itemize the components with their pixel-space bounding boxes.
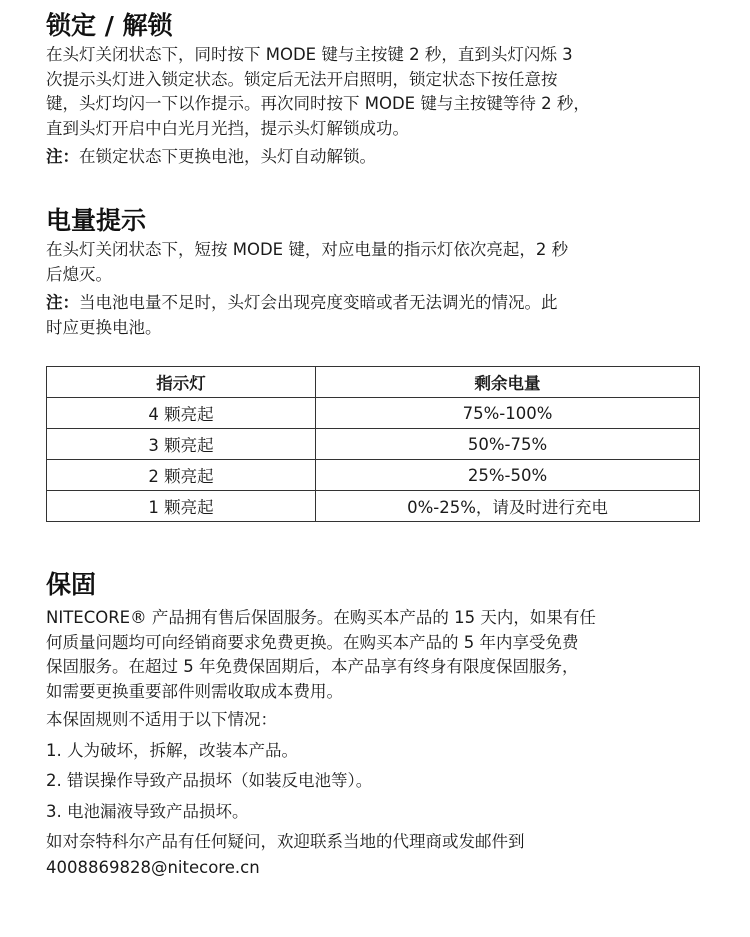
warranty-title: 保固 — [46, 570, 97, 599]
power-note-line-1 — [46, 291, 708, 316]
table-cell: 2 颗亮起 — [47, 460, 316, 491]
table-header-remaining: 剩余电量 — [316, 367, 700, 398]
table-cell: 75%-100% — [316, 398, 700, 429]
warranty-section — [46, 569, 708, 883]
lock-note — [46, 145, 708, 170]
power-line-2: 后熄灭。 — [46, 264, 112, 284]
table-cell: 25%-50% — [316, 460, 700, 491]
contact-email: 4008869828@nitecore.cn — [46, 857, 260, 877]
list-item: 3. 电池漏液导致产品损坏。 — [46, 801, 249, 821]
lock-line-4: 直到头灯开启中白光月光挡，提示头灯解锁成功。 — [46, 118, 409, 138]
table-cell: 3 颗亮起 — [47, 429, 316, 460]
power-note-text-1: 当电池电量不足时，头灯会出现亮度变暗或者无法调光的情况。此 — [79, 293, 558, 312]
table-cell: 1 颗亮起 — [47, 491, 316, 522]
exclusions-intro: 本保固规则不适用于以下情况： — [46, 710, 277, 729]
table-row — [47, 429, 700, 460]
power-section — [46, 205, 708, 340]
lock-title: 锁定 / 解锁 — [46, 11, 173, 40]
table-row — [47, 398, 700, 429]
lock-note-label: 注： — [46, 147, 79, 166]
lock-note-text: 在锁定状态下更换电池，头灯自动解锁。 — [79, 147, 376, 166]
table-header-indicator: 指示灯 — [47, 367, 316, 398]
contact-line: 如对奈特科尔产品有任何疑问，欢迎联系当地的代理商或发邮件到 — [46, 832, 525, 851]
table-cell: 0%-25%，请及时进行充电 — [316, 491, 700, 522]
table-header-row — [47, 367, 700, 398]
lock-line-3: 键，头灯均闪一下以作提示。再次同时按下 MODE 键与主按键等待 2 秒， — [46, 94, 590, 113]
warranty-line-1: NITECORE® 产品拥有售后保固服务。在购买本产品的 15 天内，如果有任 — [46, 608, 596, 627]
power-note-line-2: 时应更换电池。 — [46, 317, 162, 337]
warranty-line-4: 如需要更换重要部件则需收取成本费用。 — [46, 681, 343, 701]
power-note-label: 注： — [46, 293, 79, 312]
table-row — [47, 460, 700, 491]
table-cell: 50%-75% — [316, 429, 700, 460]
lock-section — [46, 10, 708, 170]
table-row — [47, 491, 700, 522]
lock-line-2: 次提示头灯进入锁定状态。锁定后无法开启照明，锁定状态下按任意按 — [46, 69, 558, 89]
list-item: 1. 人为破坏，拆解，改装本产品。 — [46, 740, 298, 760]
warranty-line-2: 何质量问题均可向经销商要求免费更换。在购买本产品的 5 年内享受免费 — [46, 632, 579, 652]
warranty-line-3: 保固服务。在超过 5 年免费保固期后，本产品享有终身有限度保固服务， — [46, 657, 579, 676]
list-item: 2. 错误操作导致产品损坏（如装反电池等）。 — [46, 771, 373, 790]
power-title: 电量提示 — [46, 206, 147, 235]
power-line-1: 在头灯关闭状态下，短按 MODE 键，对应电量的指示灯依次亮起，2 秒 — [46, 240, 569, 259]
power-level-table — [46, 366, 700, 522]
table-cell: 4 颗亮起 — [47, 398, 316, 429]
lock-line-1: 在头灯关闭状态下，同时按下 MODE 键与主按键 2 秒，直到头灯闪烁 3 — [46, 45, 573, 64]
warranty-exclusions — [46, 705, 708, 883]
